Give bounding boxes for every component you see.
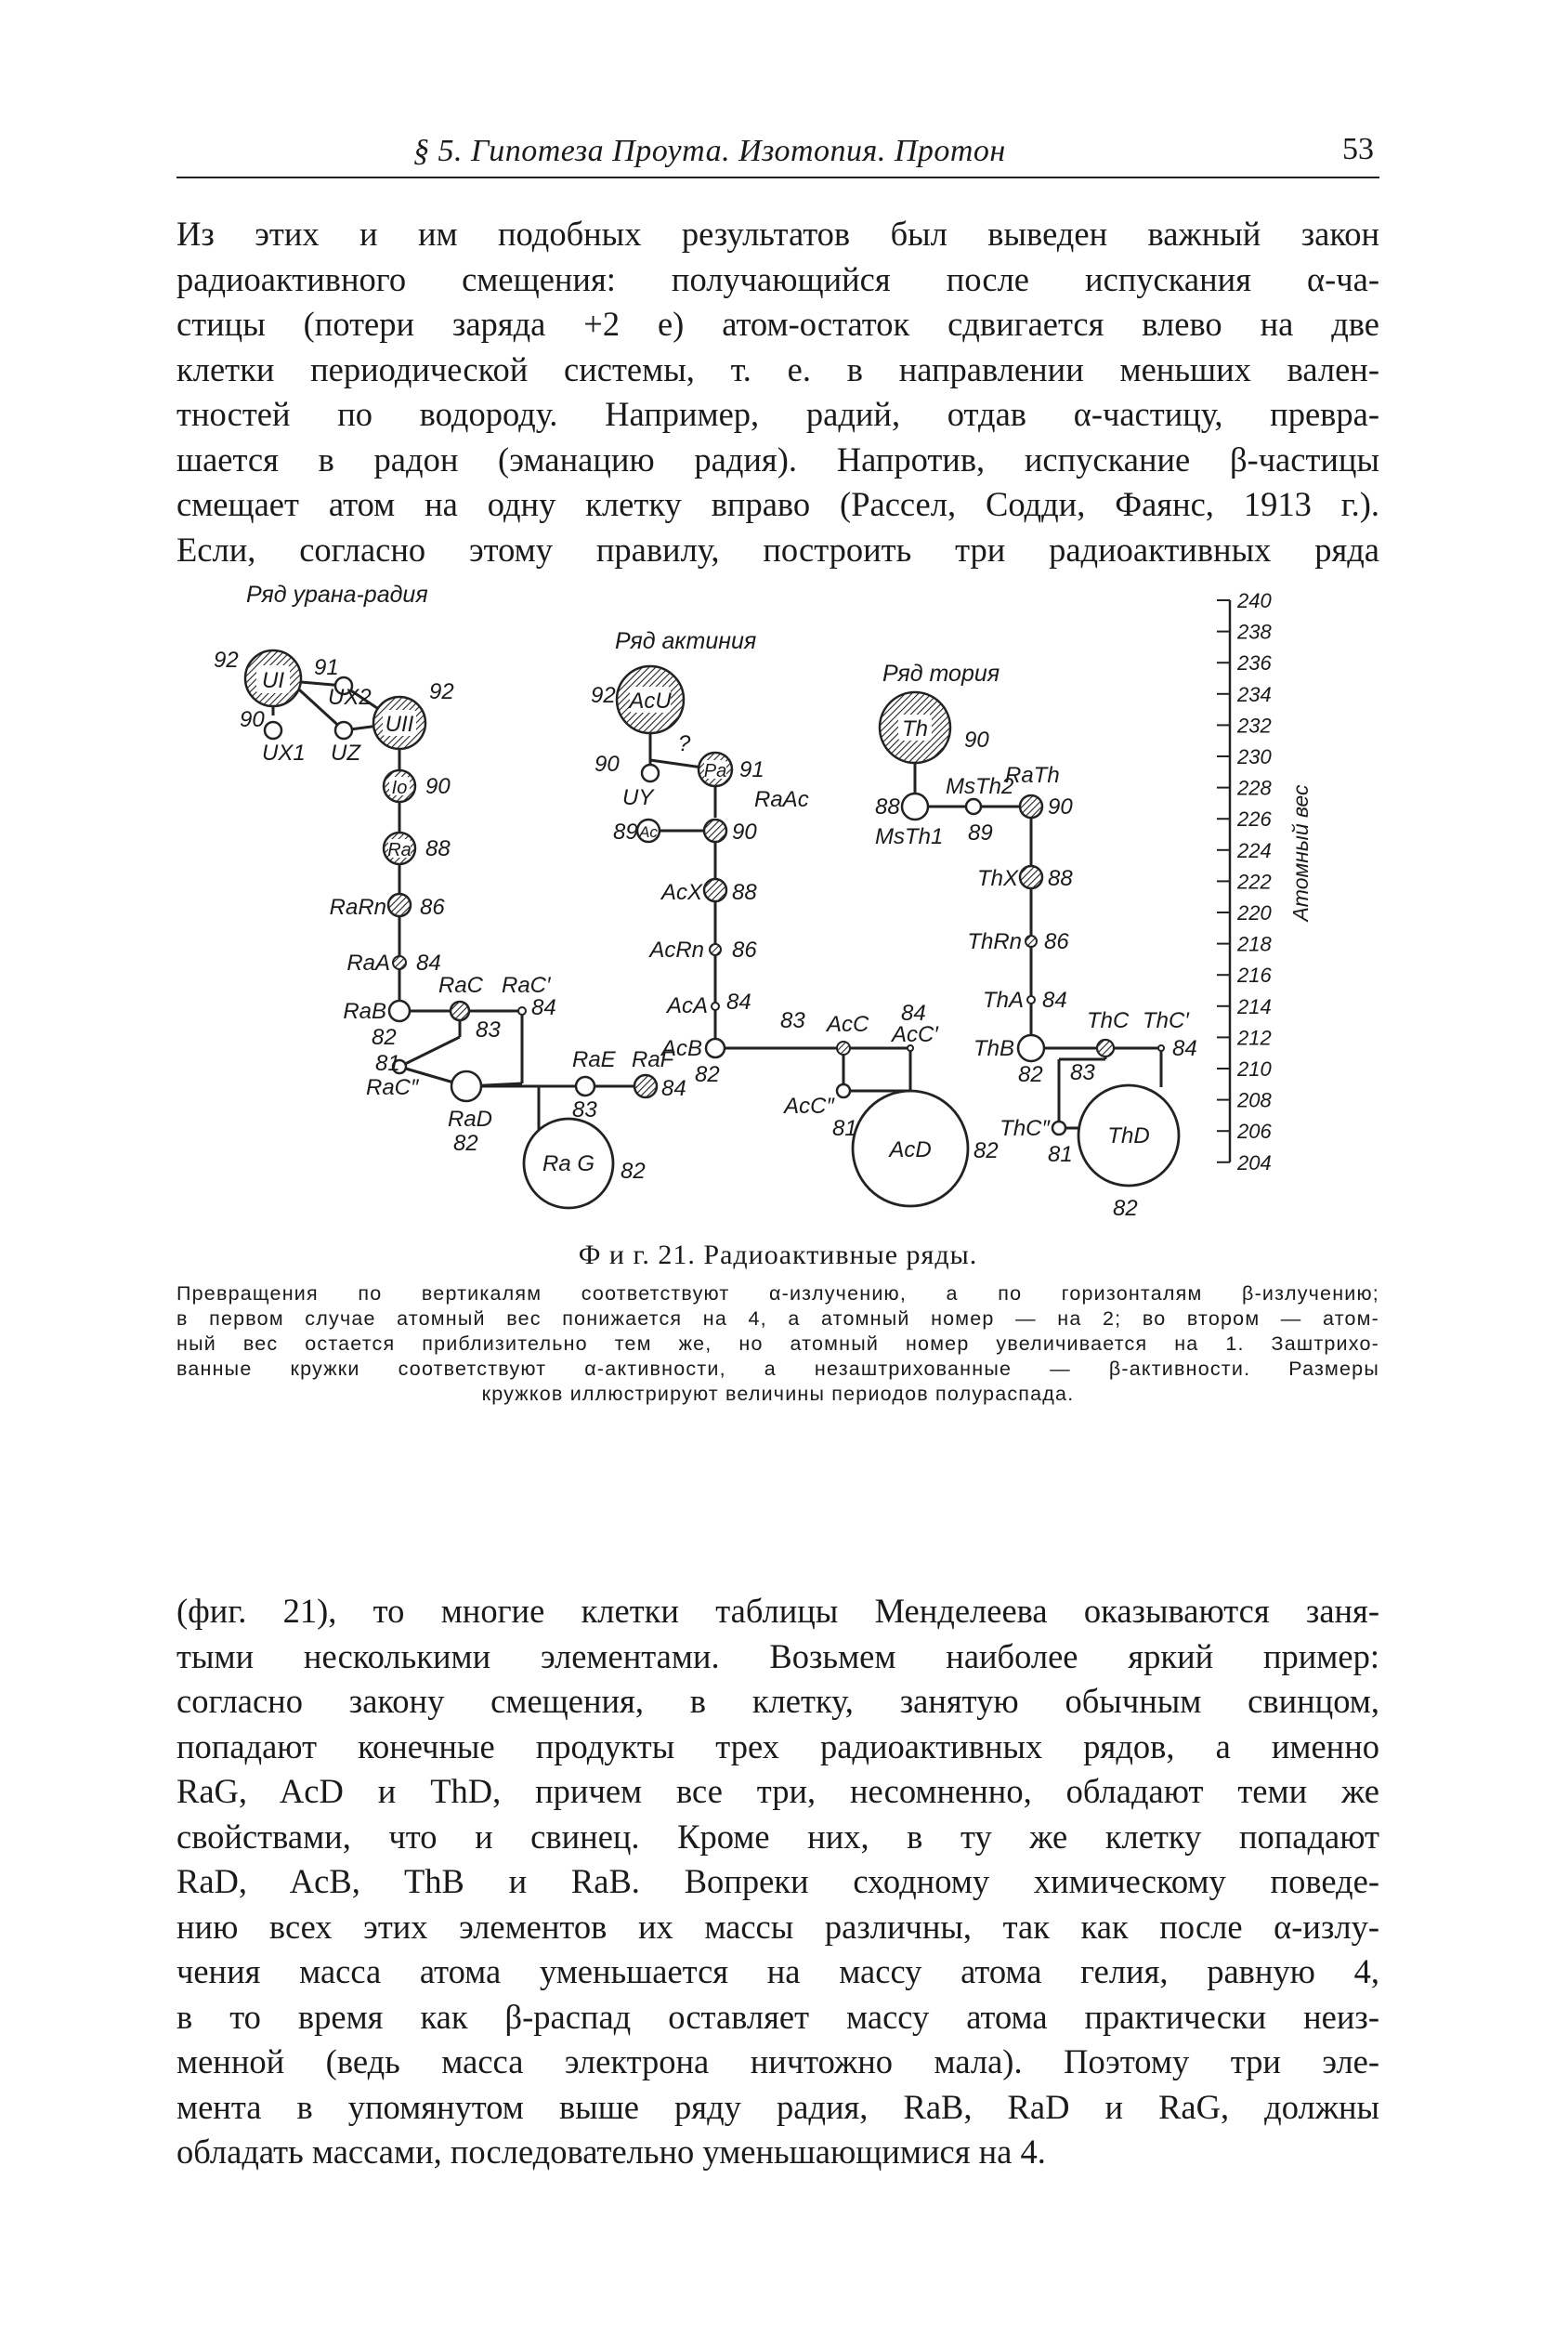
node-AcA xyxy=(712,1003,719,1010)
num-Th: 90 xyxy=(964,728,989,753)
label-ThD: ThD xyxy=(1107,1123,1150,1148)
label-AcU: AcU xyxy=(629,689,672,714)
num-MsTh2: 89 xyxy=(968,820,993,846)
label-ThC2: ThC″ xyxy=(1000,1116,1050,1141)
axis-tick-label: 226 xyxy=(1237,807,1272,832)
label-ThRn: ThRn xyxy=(967,929,1022,954)
node-RaAc xyxy=(704,820,726,842)
label-UII: UII xyxy=(385,712,414,737)
num-AcD: 82 xyxy=(973,1138,999,1163)
axis-tick-label: 228 xyxy=(1237,776,1272,800)
node-ThRn xyxy=(1026,936,1037,947)
label-RaA: RaA xyxy=(346,951,390,976)
text-line: попадают конечные продукты трех радиоактивных рядов, а именно xyxy=(176,1726,1379,1765)
node-AcX xyxy=(704,879,726,901)
text-line: Из этих и им подобных результатов был выведен важный закон xyxy=(176,215,1379,253)
label-AcC1: AcC′ xyxy=(892,1022,938,1047)
label-Th: Th xyxy=(901,716,929,741)
label-UZ: UZ xyxy=(331,741,360,766)
num-Ac: 89 xyxy=(613,820,638,845)
num-AcX: 88 xyxy=(732,880,757,905)
axis-tick-label: 220 xyxy=(1237,901,1272,925)
text-line: менной (ведь масса электрона ничтожно мала). Поэтому три эле- xyxy=(176,2042,1379,2080)
text-line: чения масса атома уменьшается на массу атома гелия, равную 4, xyxy=(176,1952,1379,1990)
running-title: § 5. Гипотеза Проута. Изотопия. Протон xyxy=(413,134,1006,168)
label-AcA: AcA xyxy=(666,993,708,1018)
node-ThC2 xyxy=(1052,1122,1065,1135)
node-RaE xyxy=(576,1077,595,1096)
num-ThC2: 81 xyxy=(1048,1142,1073,1167)
num-Pa: 91 xyxy=(739,757,764,782)
num-ThC1: 84 xyxy=(1172,1036,1197,1061)
text-line: свойствами, что и свинец. Кроме них, в ту же клетку попадают xyxy=(176,1817,1379,1856)
label-RaB: RaB xyxy=(343,999,386,1024)
axis-tick-label: 222 xyxy=(1237,870,1272,894)
axis-tick-label: 230 xyxy=(1237,745,1272,768)
label-MsTh2: MsTh2 xyxy=(946,774,1014,799)
label-RaRn: RaRn xyxy=(329,895,386,920)
num-RaE: 83 xyxy=(572,1097,597,1122)
num-RaG: 82 xyxy=(621,1159,646,1184)
num-RaA: 84 xyxy=(416,951,441,976)
label-ThB: ThB xyxy=(973,1036,1014,1061)
num-ThD: 82 xyxy=(1113,1196,1138,1221)
text-line: стицы (потери заряда +2 e) атом-остаток сдвигается влево на две xyxy=(176,305,1379,343)
node-RaB xyxy=(389,1001,410,1021)
axis-tick-label: 204 xyxy=(1237,1150,1272,1175)
text-line: обладать массами, последовательно уменьшающимися на 4. xyxy=(176,2133,1046,2171)
num-Ra: 88 xyxy=(425,836,451,861)
num-UY: 90 xyxy=(595,752,620,777)
label-AcB: AcB xyxy=(660,1036,702,1061)
text-line: Если, согласно этому правилу, построить три радиоактивных ряда xyxy=(176,530,1379,569)
text-line: RaD, AcB, ThB и RaB. Вопреки сходному химическому поведе- xyxy=(176,1862,1379,1900)
label-ThA: ThA xyxy=(982,988,1024,1013)
node-AcRn xyxy=(710,944,721,955)
figure-caption-title: Ф и г. 21. Радиоактивные ряды. xyxy=(578,1240,978,1270)
axis-tick-label: 210 xyxy=(1237,1057,1272,1081)
axis-tick-label: 238 xyxy=(1237,620,1272,644)
num-RaB: 82 xyxy=(372,1025,397,1050)
caption-line: в первом случае атомный вес понижается на 4, а атомный номер — на 2; во втором — атом- xyxy=(176,1307,1379,1330)
num-Io: 90 xyxy=(425,774,451,799)
num-AcC1: 84 xyxy=(901,1001,926,1026)
node-RaC xyxy=(451,1002,469,1020)
num-RaRn: 86 xyxy=(420,895,445,920)
paragraph-1 xyxy=(176,212,1379,572)
num-ThRn: 86 xyxy=(1044,929,1069,954)
num-ThC: 83 xyxy=(1070,1060,1095,1085)
node-MsTh1 xyxy=(902,794,928,820)
atomic-weight-axis xyxy=(1217,589,1272,1175)
label-RaE: RaE xyxy=(572,1047,616,1072)
num-RaAc: 90 xyxy=(732,820,757,845)
num-RaC1: 84 xyxy=(531,995,556,1020)
text-line: радиоактивного смещения: получающийся после испускания α-ча- xyxy=(176,259,1379,298)
num-UX1: 90 xyxy=(240,707,265,732)
text-line: мента в упомянутом выше ряду радия, RaB, RaD и RaG, должны xyxy=(176,2087,1379,2126)
label-RaC1: RaC′ xyxy=(502,973,551,998)
label-RaC2: RaC″ xyxy=(366,1075,419,1100)
label-MsTh1: MsTh1 xyxy=(875,824,944,849)
num-RaD: 82 xyxy=(453,1131,478,1156)
label-ThC1: ThC′ xyxy=(1143,1008,1189,1033)
text-line: согласно закону смещения, в клетку, занятую обычным свинцом, xyxy=(176,1682,1379,1720)
num-AcU: 92 xyxy=(591,683,616,708)
node-MsTh2 xyxy=(966,799,981,814)
label-RaG: Ra G xyxy=(542,1151,595,1176)
caption-line: кружков иллюстрируют величины периодов полураспада. xyxy=(481,1383,1075,1405)
text-line: в то время как β-распад оставляет массу атома практически неиз- xyxy=(176,1997,1379,2036)
label-RaTh: RaTh xyxy=(1005,763,1060,788)
text-line: нию всех этих элементов их массы различны, так как после α-излу- xyxy=(176,1907,1379,1946)
num-ThA: 84 xyxy=(1042,988,1067,1013)
label-AcC: AcC xyxy=(827,1012,869,1037)
num-RaC: 83 xyxy=(476,1017,501,1043)
text-line: RaG, AcD и ThD, причем все три, несомненно, обладают теми же xyxy=(176,1772,1379,1810)
axis-tick-label: 216 xyxy=(1237,964,1272,988)
axis-tick-label: 218 xyxy=(1237,932,1272,956)
node-RaF xyxy=(634,1075,657,1097)
node-UX1 xyxy=(265,722,281,739)
axis-tick-label: 214 xyxy=(1237,994,1272,1018)
label-Ra: Ra xyxy=(387,840,412,860)
axis-tick-label: 208 xyxy=(1237,1088,1272,1112)
axis-tick-label: 240 xyxy=(1237,589,1272,612)
node-UY xyxy=(642,765,659,781)
label-Io: Io xyxy=(391,778,408,798)
node-ThC xyxy=(1097,1040,1114,1056)
node-AcC2 xyxy=(837,1084,850,1097)
label-AcD: AcD xyxy=(889,1137,932,1162)
num-AcC2: 81 xyxy=(832,1116,857,1141)
label-ThX: ThX xyxy=(976,866,1018,891)
title-actinium: Ряд актиния xyxy=(615,628,757,654)
caption-line: ный вес остается приблизительно тем же, но атомный номер увеличивается на 1. Заштрихо- xyxy=(176,1332,1379,1355)
page-number: 53 xyxy=(1342,132,1374,166)
page-header xyxy=(176,132,1379,178)
figure-caption-body xyxy=(176,1281,1379,1407)
label-AcRn: AcRn xyxy=(649,938,704,963)
num-ThB: 82 xyxy=(1018,1062,1043,1087)
num-AcA: 84 xyxy=(726,990,751,1015)
text-line: тыми несколькими элементами. Возьмем наиболее яркий пример: xyxy=(176,1636,1379,1675)
node-AcB xyxy=(706,1039,725,1057)
num-RaC2: 81 xyxy=(375,1051,400,1076)
label-AcC2: AcC″ xyxy=(784,1094,834,1119)
axis-tick-label: 236 xyxy=(1237,651,1272,676)
num-AcB: 82 xyxy=(695,1062,720,1087)
node-RaA xyxy=(393,956,406,969)
text-line: шается в радон (эманацию радия). Напротив, испускание β-частицы xyxy=(176,440,1379,479)
axis-title: Атомный вес xyxy=(1288,784,1313,922)
num-UX2: 91 xyxy=(314,655,339,680)
node-RaTh xyxy=(1020,795,1042,818)
label-AcX: AcX xyxy=(660,880,702,905)
label-UI: UI xyxy=(262,668,284,693)
node-UZ xyxy=(335,722,352,739)
label-RaF: RaF xyxy=(632,1047,674,1072)
num-RaTh: 90 xyxy=(1048,794,1073,820)
node-AcC xyxy=(837,1042,850,1055)
num-UI: 92 xyxy=(214,648,239,673)
node-ThX xyxy=(1020,866,1042,888)
label-RaD: RaD xyxy=(448,1107,493,1132)
num-RaF: 84 xyxy=(661,1076,686,1101)
paragraph-2 xyxy=(176,1589,1379,2175)
node-RaD xyxy=(451,1071,481,1101)
num-AcRn: 86 xyxy=(732,938,757,963)
q-mark: ? xyxy=(678,731,691,756)
node-ThC1 xyxy=(1158,1045,1164,1051)
title-uranium: Ряд урана-радия xyxy=(246,582,428,608)
text-line: клетки периодической системы, т. е. в направлении меньших вален- xyxy=(176,349,1379,388)
label-ThC: ThC xyxy=(1087,1008,1130,1033)
text-line: смещает атом на одну клетку вправо (Рассел, Содди, Фаянс, 1913 г.). xyxy=(176,485,1379,523)
text-line: (фиг. 21), то многие клетки таблицы Менделеева оказываются заня- xyxy=(176,1592,1379,1630)
label-UX2: UX2 xyxy=(328,685,372,710)
axis-tick-label: 224 xyxy=(1237,838,1272,862)
axis-tick-label: 234 xyxy=(1237,682,1272,706)
label-Ac: Ac xyxy=(639,823,658,841)
num-MsTh1: 88 xyxy=(875,794,900,820)
node-RaC1 xyxy=(518,1007,526,1015)
caption-line: Превращения по вертикалям соответствуют α-излучению, а по горизонталям β-излучению; xyxy=(176,1282,1379,1305)
caption-line: ванные кружки соответствуют α-активности, а незаштрихованные — β-активности. Размеры xyxy=(176,1358,1379,1380)
num-UII: 92 xyxy=(429,679,454,704)
title-thorium: Ряд тория xyxy=(882,661,1000,687)
label-UY: UY xyxy=(622,785,654,810)
text-line: тностей по водороду. Например, радий, отдав α-частицу, превра- xyxy=(176,395,1379,433)
radioactive-series-figure xyxy=(176,574,1379,1236)
num-AcC: 83 xyxy=(780,1008,805,1033)
num-ThX: 88 xyxy=(1048,866,1073,891)
node-ThB xyxy=(1018,1035,1044,1061)
axis-tick-label: 232 xyxy=(1237,714,1272,738)
axis-tick-label: 212 xyxy=(1237,1026,1272,1050)
label-RaC: RaC xyxy=(438,973,484,998)
node-ThA xyxy=(1027,996,1035,1004)
node-RaRn xyxy=(388,894,411,916)
axis-tick-label: 206 xyxy=(1237,1120,1272,1144)
label-Pa: Pa xyxy=(703,761,727,781)
label-RaAc: RaAc xyxy=(754,787,809,812)
label-UX1: UX1 xyxy=(262,741,306,766)
